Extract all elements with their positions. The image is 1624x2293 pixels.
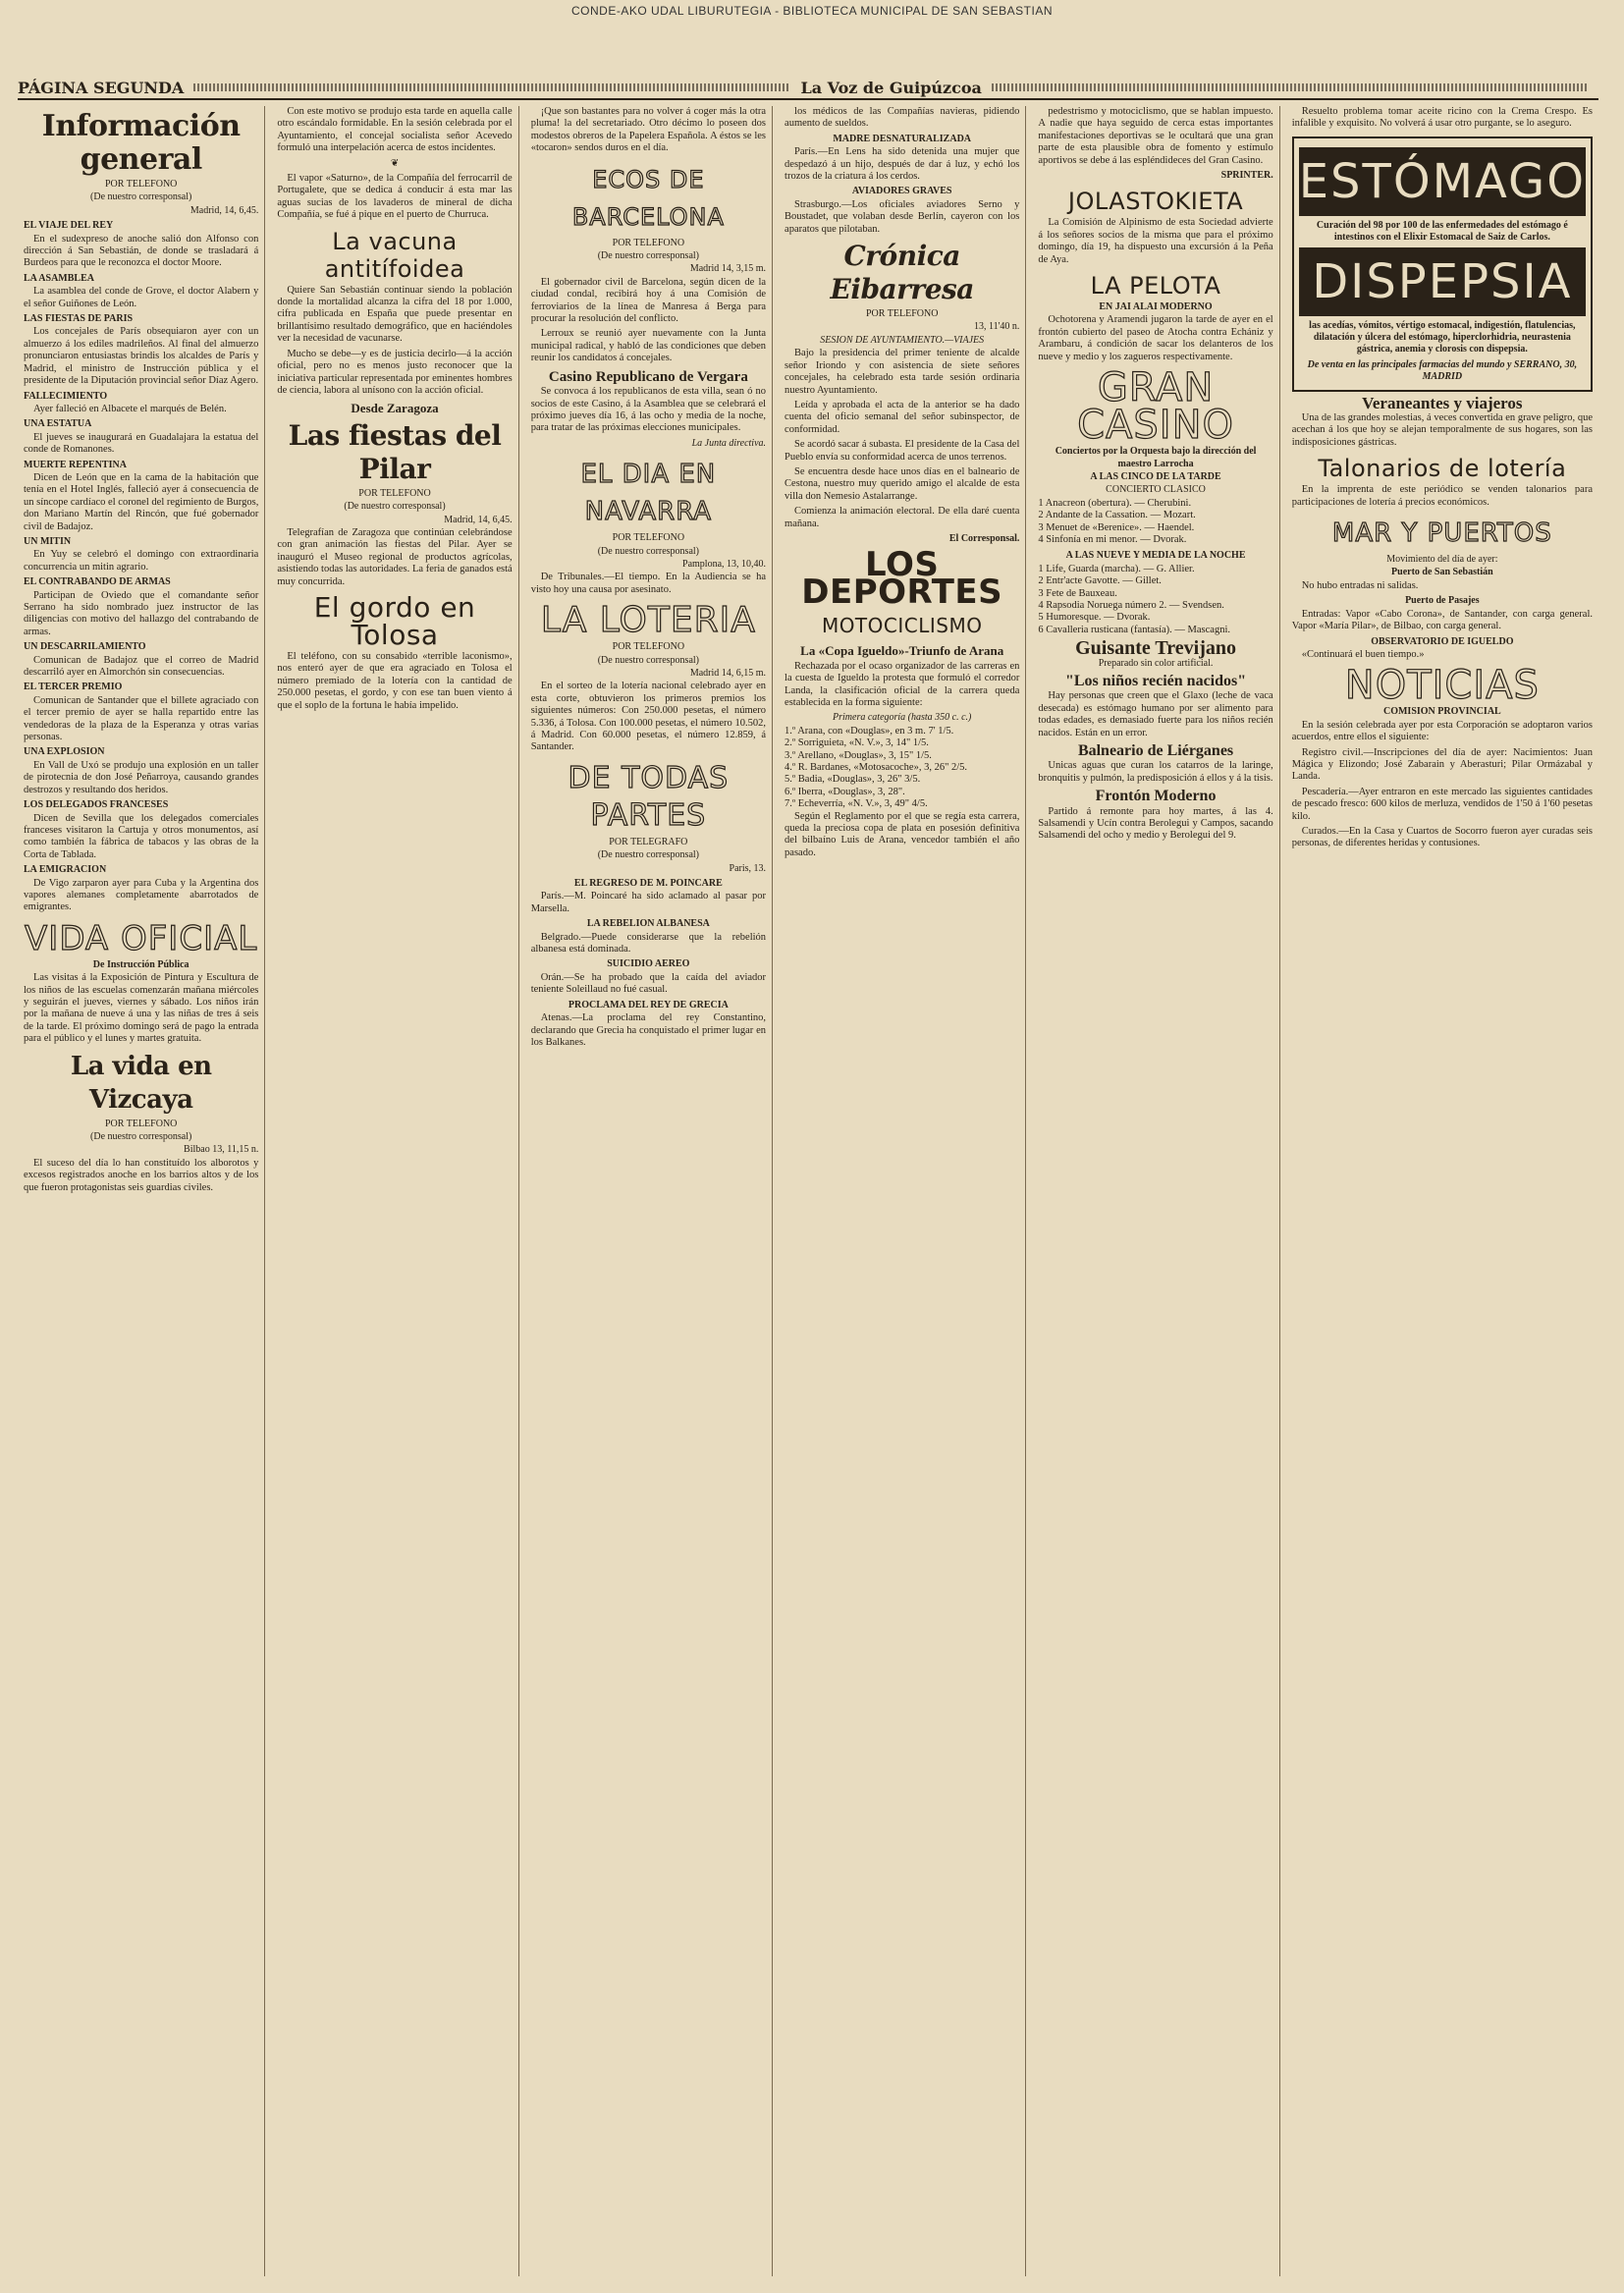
article-text: En el sorteo de la lotería nacional celebrado ayer en esta corte, obtuvieron los primeros premios los siguientes números: Con 250.000 pesetas, el número 5.336, á Tolosa. Con 100.000 pesetas, el número 10.502, á Madrid. Con 60.000 pesetas, el número 12.859, á Santander.: [530, 681, 767, 753]
program-list: [1038, 498, 1272, 547]
article-text: Rechazada por el ocaso organizador de las carreras en la cuesta de Igueldo la protesta que formuló el corredor Landa, la clasificación oficial de la carrera queda establecida en la forma siguiente:: [785, 660, 1020, 708]
article-text: Se convoca á los republicanos de esta villa, sean ó no socios de este Casino, á la Asamblea que se celebrará el próximo jueves día 16, á las ocho y media de la noche, para tratar de las próximas elecciones municipales.: [530, 386, 767, 434]
item-text: Strasburgo.—Los oficiales aviadores Serno y Boustadet, que volaban desde Berlín, cayeron con los aparatos que pilotaban.: [785, 198, 1020, 235]
headline-mar-y-puertos: MAR Y PUERTOS: [1331, 519, 1552, 549]
item-title: AVIADORES GRAVES: [851, 186, 952, 197]
byline-sub: (De nuestro corresponsal): [90, 1131, 192, 1142]
item-title: SUICIDIO AEREO: [607, 958, 690, 970]
signature: El Corresponsal.: [948, 532, 1020, 544]
article-text: Las visitas á la Exposición de Pintura y Escultura de los niños de las escuelas comenzarán mañana miércoles y seguirán el jueves, viernes y sábado. Los niños irán por la mañana de nueve á una y las niñas de tres á seis de la tarde. El próximo domingo será de pago la entrada para el público y el lunes y martes gratuita.: [24, 972, 259, 1045]
kicker: SESION DE AYUNTAMIENTO.—VIAJES: [820, 334, 985, 346]
headline-veraneantes: Veraneantes y viajeros: [1362, 393, 1523, 412]
item-title: UN MITIN: [24, 535, 72, 547]
item-title: PROCLAMA DEL REY DE GRECIA: [568, 999, 729, 1010]
headline-ninos: "Los niños recién nacidos": [1064, 673, 1247, 689]
dateline: Madrid 14, 3,15 m.: [689, 263, 767, 275]
item-text: En Yuy se celebró el domingo con extraordinaria concurrencia un mitin agrario.: [24, 549, 259, 573]
headline-vida-oficial: VIDA OFICIAL: [25, 918, 258, 958]
item-title: FALLECIMIENTO: [24, 390, 108, 402]
item-title: EL CONTRABANDO DE ARMAS: [24, 576, 171, 588]
result-row: 1.º Arana, con «Douglas», en 3 m. 7' 1/5.: [785, 725, 954, 737]
article-text: No hubo entradas ni salidas.: [1301, 579, 1419, 591]
article-text: Comienza la animación electoral. De ella daré cuenta mañana.: [785, 506, 1020, 529]
headline-fronton: Frontón Moderno: [1095, 788, 1217, 805]
headline-guisante: Guisante Trevijano: [1075, 637, 1236, 660]
byline: POR TELEFONO: [612, 532, 685, 544]
item-title: UN DESCARRILAMIENTO: [24, 641, 146, 653]
program-item: 1 Anacreon (obertura). — Cherubini.: [1038, 497, 1192, 509]
columns: [18, 106, 1598, 2276]
item-text: Participan de Oviedo que el comandante señor Serrano ha sido nombrado juez instructor de las diligencias con motivo del hallazgo del contrabando de armas.: [24, 589, 259, 637]
headline-cronica-eibarresa: Crónica Eibarresa: [830, 240, 974, 306]
section-subtitle: De Instrucción Pública: [92, 958, 189, 970]
article-text: De Tribunales.—El tiempo. En la Audiencia se ha visto hoy una causa por asesinato.: [530, 572, 767, 595]
program-item: 6 Cavalleria rusticana (fantasía). — Mascagni.: [1038, 624, 1231, 635]
dateline: Madrid, 14, 6,45.: [189, 204, 259, 216]
item-text: Orán.—Se ha probado que la caída del aviador teniente Soleillaud no fué casual.: [530, 971, 767, 996]
dateline: 13, 11'40 n.: [973, 321, 1020, 333]
item-title: EL VIAJE DEL REY: [24, 220, 114, 232]
article-text: Se acordó sacar á subasta. El presidente de la Casa del Pueblo envía su conformidad acerca de unos terrenos.: [785, 439, 1020, 463]
ad-footer: De venta en las principales farmacias del mundo y SERRANO, 30, MADRID: [1307, 358, 1578, 383]
byline: POR TELEFONO: [865, 308, 939, 320]
dateline: Pamplona, 13, 10,40.: [682, 558, 767, 570]
program-item: 2 Andante de la Cassation. — Mozart.: [1038, 510, 1196, 521]
article-text: pedestrismo y motociclismo, que se hablan impuesto. A nadie que haya seguido de cerca estas importantes manifestaciones deportivas se le ocultará que una gran parte de esta plausible obra de fomento y estímulo aportivos se debe á las espléndideces del Gran Casino.: [1038, 106, 1273, 166]
byline: POR TELEFONO: [612, 641, 685, 653]
item-title: LA REBELION ALBANESA: [586, 918, 710, 930]
result-row: 3.º Arellano, «Douglas», 3, 15" 1/5.: [785, 749, 932, 761]
masthead-rule-left: [193, 83, 790, 91]
headline-fiestas-pilar: Las fiestas del Pilar: [288, 418, 502, 485]
program-item: 3 Menuet de «Berenice». — Haendel.: [1038, 521, 1195, 533]
item-title: LOS DELEGADOS FRANCESES: [24, 799, 169, 811]
program-item: 3 Fete de Bauxeau.: [1038, 587, 1117, 599]
article-text: los médicos de las Compañías navieras, pidiendo aumento de sueldos.: [785, 106, 1020, 130]
item-text: En el sudexpreso de anoche salió don Alfonso con dirección á San Sebastián, de donde se trasladará á Burdeos para que le reconozca el doctor Moore.: [24, 233, 259, 269]
item-title: EL TERCER PREMIO: [24, 682, 123, 693]
byline-sub: (De nuestro corresponsal): [597, 849, 699, 861]
byline: POR TELEGRAFO: [609, 836, 688, 847]
headline-gordo-tolosa: El gordo en Tolosa: [313, 590, 476, 651]
article-text: Una de las grandes molestias, á veces convertida en grave peligro, que acechan á los que hoy se alejan temporalmente de sus hogares, son las indisposiciones gástricas.: [1291, 412, 1593, 448]
item-title: MADRE DESNATURALIZADA: [833, 133, 972, 144]
dateline: Bilbao 13, 11,15 n.: [184, 1144, 259, 1156]
section-subtitle: CONCIERTO CLASICO: [1106, 484, 1206, 496]
item-text: En Vall de Uxó se produjo una explosión en un taller de pirotecnia de don José Peñarroya, causando grandes destrozos y resultando dos heridos.: [24, 759, 259, 795]
column-6: [1286, 106, 1598, 2276]
item-title: MUERTE REPENTINA: [24, 459, 127, 470]
result-row: 5.º Badia, «Douglas», 3, 26" 3/5.: [785, 774, 921, 786]
article-text: Leída y aprobada el acta de la anterior se ha dado cuenta del oficio semanal del señor subinspector, de conformidad.: [785, 399, 1020, 435]
program-item: 4 Sinfonía en mi menor. — Dvorak.: [1038, 533, 1187, 545]
article-text: Con este motivo se produjo esta tarde en aquella calle otro escándalo formidable. En la sesión celebrada por el Ayuntamiento, el concejal socialista señor Acevedo formuló una interpelación acerca de estos incidentes.: [277, 106, 513, 154]
item-title: LA ASAMBLEA: [24, 272, 94, 284]
library-credit: CONDE-AKO UDAL LIBURUTEGIA - BIBLIOTECA MUNICIPAL DE SAN SEBASTIAN: [571, 4, 1053, 18]
program-item: 1 Life, Guarda (marcha). — G. Allier.: [1038, 563, 1195, 574]
kicker: La «Copa Igueldo»-Triunfo de Arana: [800, 643, 1004, 659]
article-text: El vapor «Saturno», de la Compañía del ferrocarril de Portugalete, que se dedica á conducir á esta mar las aguas sucias de los lavaderos de mineral de dicha Compañía, se fué á pique en el puerto de Churruca.: [277, 173, 513, 221]
article-text: Según el Reglamento por el que se regía esta carrera, queda la preciosa copa de plata en posesión definitiva del bilbaíno Luis de Arana, vencedor también el año pasado.: [785, 810, 1020, 858]
section-subtitle: Conciertos por la Orquesta bajo la dirección del maestro Larrocha: [1055, 446, 1257, 469]
byline: POR TELEFONO: [358, 487, 431, 499]
article-text: Hay personas que creen que el Glaxo (leche de vaca desecada) es estómago humano por ser alimento para todas edades, es demasiado fuerte para los niños recién nacidos. Están en un error.: [1038, 690, 1273, 738]
section-subtitle: Movimiento del día de ayer:: [1386, 554, 1498, 566]
section-subtitle: Preparado sin color artificial.: [1098, 657, 1214, 669]
byline-sub: (De nuestro corresponsal): [344, 501, 446, 513]
article-text: Registro civil.—Inscripciones del día de ayer: Nacimientos: Juan Mágica y Elizondo; José Zabarain y Aberasturi; Pilar Ormázabal y Landa.: [1291, 746, 1593, 783]
item-text: París.—En Lens ha sido detenida una mujer que despedazó á un hijo, después de dar á luz, y echó los trozos de la criatura á los cerdos.: [785, 146, 1020, 183]
section-subtitle: Puerto de Pasajes: [1405, 595, 1480, 607]
article-text: En la sesión celebrada ayer por esta Corporación se adoptaron varios acuerdos, entre ellos el siguiente:: [1291, 719, 1593, 743]
headline-motociclismo: MOTOCICLISMO: [821, 614, 983, 638]
result-row: 6.º Iberra, «Douglas», 3, 28".: [785, 786, 905, 797]
item-text: Comunican de Santander que el billete agraciado con el tercer premio de ayer se halla repartido entre las vendedoras de la plaza de la Esperanza y otras varias personas.: [24, 694, 259, 743]
masthead: [18, 77, 1598, 100]
byline-sub: (De nuestro corresponsal): [90, 191, 192, 203]
byline: POR TELEFONO: [104, 1118, 178, 1129]
item-text: Belgrado.—Puede considerarse que la rebelión albanesa está dominada.: [530, 931, 767, 955]
headline-de-todas-partes: DE TODAS PARTES: [568, 760, 730, 833]
headline-vacuna: La vacuna antitífoidea: [324, 227, 465, 283]
page-label: PÁGINA SEGUNDA: [18, 78, 185, 97]
item-title: UNA ESTATUA: [24, 418, 92, 430]
article-text: Lerroux se reunió ayer nuevamente con la Junta municipal radical, y habló de las condiciones que deben reunir los candidatos á concejales.: [530, 328, 767, 364]
headline-dia-navarra: EL DIA EN NAVARRA: [580, 460, 717, 527]
article-text: Bajo la presidencia del primer teniente de alcalde señor Iriondo y con asistencia de siete señores concejales, ha celebrado esta tarde sesión ordinaria nuestro Ayuntamiento.: [785, 348, 1020, 396]
item-text: Comunican de Badajoz que el correo de Madrid descarriló ayer en Almorchón sin consecuencias.: [24, 654, 259, 679]
byline: POR TELEFONO: [612, 237, 685, 248]
article-text: En la imprenta de este periódico se venden talonarios para participaciones de lotería á precios económicos.: [1291, 484, 1593, 508]
article-text: El suceso del día lo han constituído los alborotos y excesos registrados anoche en los barrios altos y de los que fueron protagonistas seis guardias civiles.: [24, 1157, 259, 1193]
item-title: EL REGRESO DE M. POINCARE: [573, 878, 723, 890]
item-text: El jueves se inaugurará en Guadalajara la estatua del conde de Romanones.: [24, 431, 259, 456]
article-text: Quiere San Sebastián continuar siendo la población donde la mortalidad alcanza la cifra del 18 por 1.000, cifra publicada en España que puede presentar en brillantísimo resultado demográfico, que en haciéndoles ver la necesidad de vacunarse.: [277, 284, 513, 345]
headline-la-pelota: LA PELOTA: [1090, 272, 1221, 300]
article-text: ¡Que son bastantes para no volver á coger más la otra pluma! la del secretariado. Otro décimo lo poseen dos modestos obreros de la Papelera Española. A éstos se les «tocaron» sendos duros en el día.: [530, 106, 767, 154]
item-text: Los concejales de París obsequiaron ayer con un almuerzo á los ediles madrileños. Al final del almuerzo pronunciaron entusiastas brindis los alcaldes de París y Madrid, el ministro de Instrucción pública y el presidente de la Diputación provincial señor Díaz Agero.: [24, 326, 259, 387]
item-text: La asamblea del conde de Grove, el doctor Alabern y el señor Guiñones de León.: [24, 286, 259, 309]
program-list: [1038, 564, 1272, 636]
byline: POR TELEFONO: [104, 179, 178, 190]
headline-talonarios: Talonarios de lotería: [1318, 455, 1567, 483]
article-text: La Comisión de Alpinismo de esta Sociedad advierte á los señores socios de la misma que para el próximo domingo, día 19, ha dispuesto una excursión á la Peña de Aya.: [1038, 217, 1273, 265]
headline-ecos-barcelona: ECOS DE BARCELONA: [571, 165, 725, 231]
section-kicker: Desde Zaragoza: [351, 401, 439, 416]
article-text: Unicas aguas que curan los catarros de la laringe, bronquitis y pulmón, la predisposición á ellos y á la tisis.: [1038, 760, 1273, 784]
item-text: Dicen de Sevilla que los delegados comerciales franceses visitaron la Cartuja y otros monumentos, así como también la fábrica de tabacos y las obras de la Corta de Tablada.: [24, 812, 259, 860]
article-text: Curados.—En la Casa y Cuartos de Socorro fueron ayer curadas seis personas, de diferentes heridas y contusiones.: [1291, 825, 1593, 849]
signature: SPRINTER.: [1220, 170, 1273, 182]
program-item: 2 Entr'acte Gavotte. — Gillet.: [1038, 575, 1162, 587]
newspaper-title: La Voz de Guipúzcoa: [800, 78, 982, 97]
item-title: LA EMIGRACION: [24, 864, 107, 876]
result-row: 7.º Echeverría, «N. V.», 3, 49" 4/5.: [785, 798, 928, 810]
article-text: Partido á remonte para hoy martes, á las 4. Salsamendi y Ucín contra Berolegui y Campos, sacando Salsamendi del ocho y medio y Berolegui del 9.: [1038, 805, 1273, 842]
signature: La Junta directiva.: [691, 437, 767, 449]
headline-los-deportes: LOS DEPORTES: [801, 545, 1003, 613]
program-item: 5 Humoresque. — Dvorak.: [1038, 612, 1151, 624]
article-text: Se encuentra desde hace unos días en el balneario de Cestona, nuestro muy querido amigo el alcalde de esta villa don Nemesio Astalarrange.: [785, 465, 1020, 502]
article-text: Entradas: Vapor «Cabo Corona», de Santander, con carga general. Vapor «María Pilar», de Bilbao, con carga general.: [1291, 608, 1593, 632]
ad-title-dispepsia: DISPEPSIA: [1299, 247, 1586, 316]
article-text: Pescadería.—Ayer entraron en este mercado las siguientes cantidades de pescado fresco: 600 kilos de merluza, vendidos de 1'50 á 1'60 pesetas kilo.: [1291, 786, 1593, 822]
program-item: 4 Rapsodia Noruega número 2. — Svendsen.: [1038, 599, 1224, 611]
byline-sub: (De nuestro corresponsal): [597, 654, 699, 666]
result-row: 4.º R. Bardanes, «Motosacoche», 3, 26" 2/5.: [785, 762, 968, 774]
separator-ornament: ❦: [390, 157, 400, 169]
ad-text: Curación del 98 por 100 de las enfermedades del estómago é intestinos con el Elixir Estomacal de Saiz de Carlos.: [1316, 219, 1568, 243]
item-text: París.—M. Poincaré ha sido aclamado al pasar por Marsella.: [530, 891, 767, 914]
headline-jolastokieta: JOLASTOKIETA: [1067, 188, 1244, 216]
column-5: [1032, 106, 1279, 2276]
item-title: UNA EXPLOSION: [24, 746, 105, 758]
item-text: Dicen de León que en la cama de la habitación que tenía en el Hotel Inglés, falleció ayer á consecuencia de un síncope cardíaco el coronel del regimiento de Burgos, don Mariano Martín del Rincón, que fué gobernador civil de Badajoz.: [24, 471, 259, 532]
dateline: Madrid, 14, 6,45.: [444, 514, 513, 525]
headline-casino-vergara: Casino Republicano de Vergara: [548, 368, 748, 385]
headline-informacion-general: Información general: [41, 109, 241, 177]
article-text: El gobernador civil de Barcelona, según dicen de la ciudad condal, recibirá hoy á una Comisión de ferroviarios de la línea de Manresa á Berga para procurar la resolución del conflicto.: [530, 276, 767, 325]
item-text: De Vigo zarparon ayer para Cuba y la Argentina dos vapores alemanes completamente abarrotados de emigrantes.: [24, 877, 259, 913]
advertisement-box: [1292, 136, 1593, 392]
section-subtitle: COMISION PROVINCIAL: [1382, 706, 1501, 718]
newspaper-page: [18, 20, 1608, 2283]
article-text: Mucho se debe—y es de justicia decirlo—á la acción oficial, pero no es menos justo reconocer que la iniciativa particular representada por eminentes hombres de ciencia, labora al unísono con la acción oficial.: [277, 348, 513, 396]
article-text: Ochotorena y Aramendi jugaron la tarde de ayer en el frontón cubierto del paseo de Atocha contra Echániz y Arambaru, á condición de sacar los delanteros de los nueve y medio y los zagueros respectivamente.: [1038, 314, 1273, 362]
results-list: [785, 726, 1019, 811]
article-text: Telegrafían de Zaragoza que continúan celebrándose con gran animación las fiestas del Pilar. Ayer se inauguró el Museo regional de productos agrícolas, asistiendo todas las autoridades. La feria de ganados está muy concurrida.: [277, 526, 513, 587]
category-title: Primera categoría (hasta 350 c. c.): [833, 712, 972, 724]
headline-lierganes: Balneario de Liérganes: [1077, 742, 1234, 760]
dateline: Madrid 14, 6,15 m.: [689, 667, 767, 679]
column-3: [525, 106, 773, 2276]
column-2: [271, 106, 518, 2276]
ad-text: las acedías, vómitos, vértigo estomacal, indigestión, flatulencias, dilatación y úlcera del estómago, hiperclorhidria, neurastenia gástrica, anemia y clorosis con dispepsia.: [1309, 319, 1576, 355]
dateline: Paris, 13.: [729, 862, 767, 874]
masthead-rule-right: [992, 83, 1589, 91]
section-subtitle: Puerto de San Sebastián: [1391, 567, 1493, 578]
column-1: [18, 106, 265, 2276]
article-text: Resuelto problema tomar aceite ricino con la Crema Crespo. Es infalible y exquisito. No volverá á usar otro purgante, se lo aseguro.: [1291, 106, 1593, 130]
headline-vida-vizcaya: La vida en Vizcaya: [70, 1051, 212, 1115]
headline-noticias: NOTICIAS: [1344, 663, 1540, 709]
section-subtitle: A LAS NUEVE Y MEDIA DE LA NOCHE: [1065, 550, 1246, 562]
item-text: Atenas.—La proclama del rey Constantino, declarando que Grecia ha conquistado el primer lugar en los Balkanes.: [530, 1012, 767, 1048]
section-subtitle: EN JAI ALAI MODERNO: [1099, 301, 1213, 313]
column-4: [779, 106, 1026, 2276]
article-text: «Continuará el buen tiempo.»: [1301, 648, 1425, 660]
article-text: El teléfono, con su consabido «terrible laconismo», nos enteró ayer de que era agraciado en Tolosa el número premiado de la lotería con la cantidad de 250.000 pesetas, el gordo, y con ese tan buen viento á que el soplo de la fortuna le había impelido.: [277, 650, 513, 711]
headline-loteria: LA LOTERIA: [540, 600, 756, 641]
item-text: Ayer falleció en Albacete el marqués de Belén.: [33, 403, 227, 414]
headline-gran-casino: GRAN CASINO: [1077, 365, 1234, 449]
result-row: 2.º Sorriguieta, «N. V.», 3, 14" 1/5.: [785, 737, 929, 749]
byline-sub: (De nuestro corresponsal): [597, 250, 699, 262]
byline-sub: (De nuestro corresponsal): [597, 545, 699, 557]
section-subtitle: OBSERVATORIO DE IGUELDO: [1371, 635, 1514, 647]
ad-title-estomago: ESTÓMAGO: [1299, 147, 1586, 216]
item-title: LAS FIESTAS DE PARIS: [24, 313, 134, 325]
news-list: [24, 220, 258, 914]
section-subtitle: A LAS CINCO DE LA TARDE: [1090, 470, 1221, 482]
